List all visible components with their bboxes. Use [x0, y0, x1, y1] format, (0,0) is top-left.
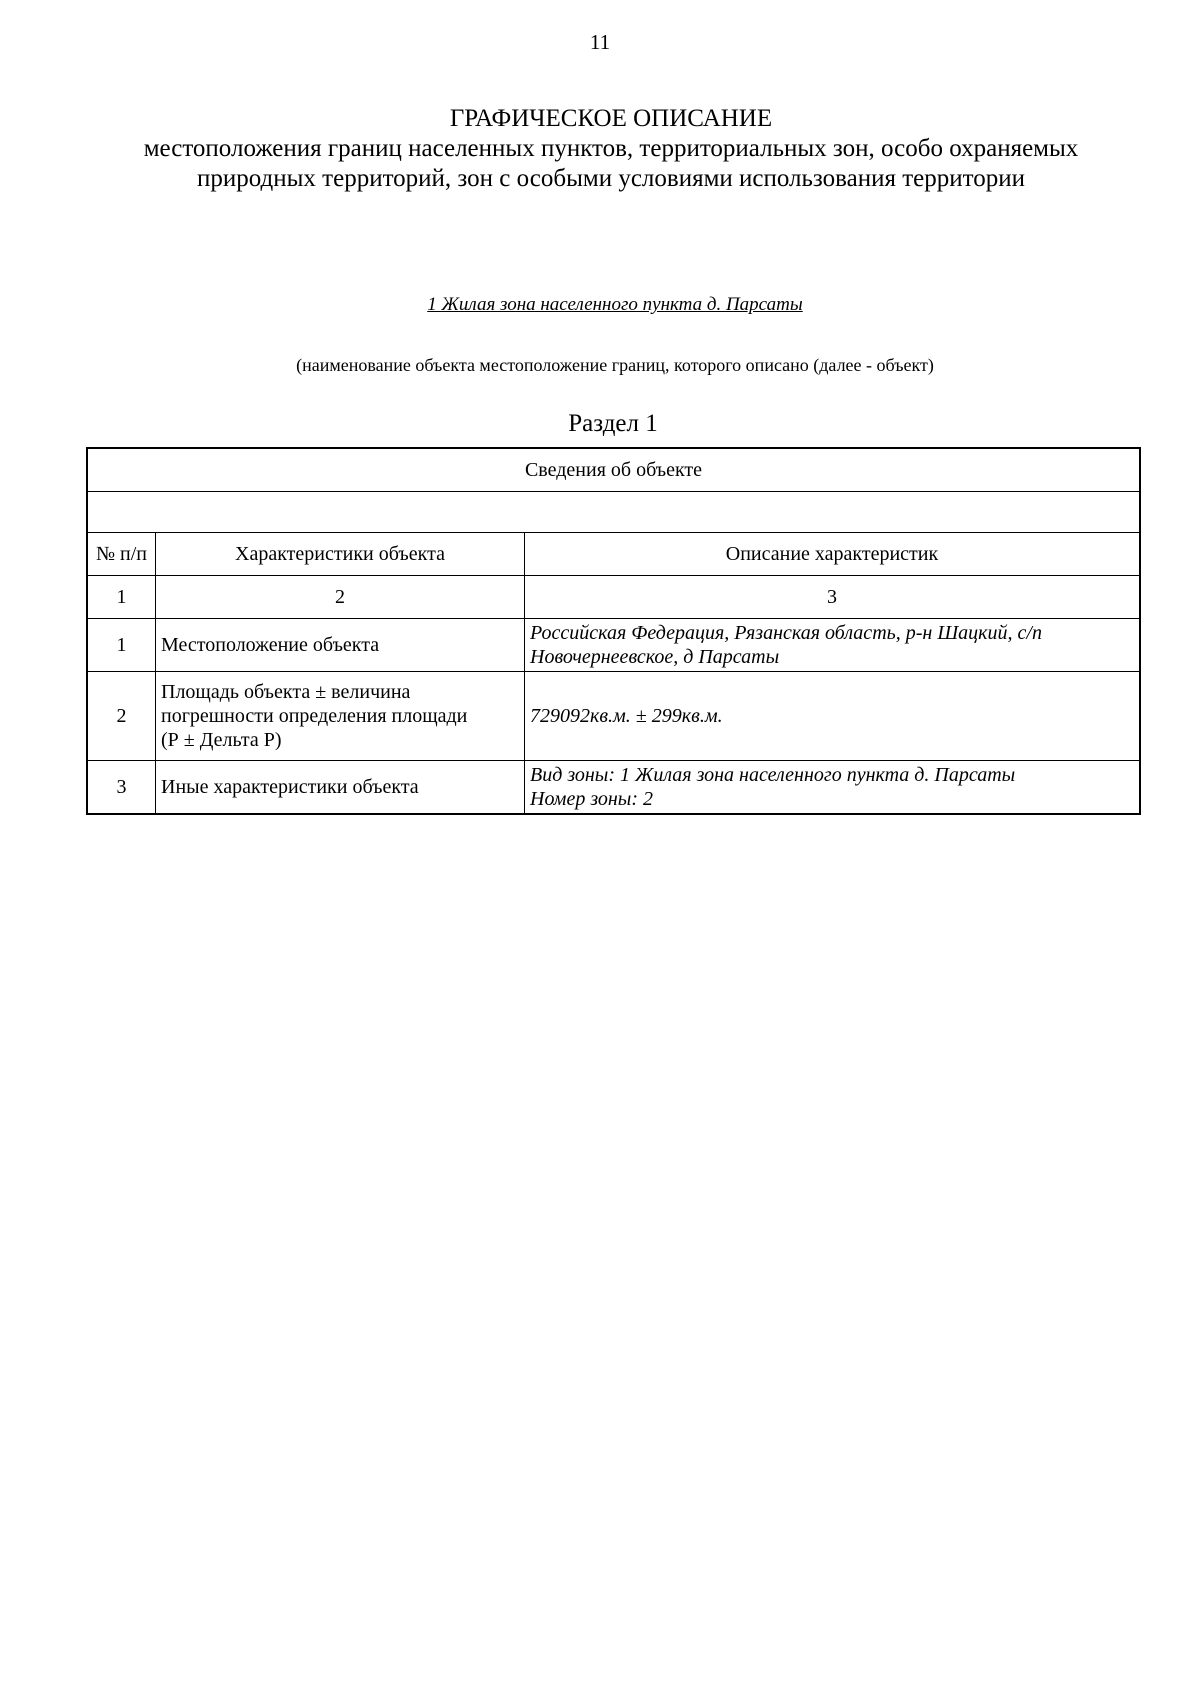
table-heading: Сведения об объекте — [87, 448, 1140, 492]
row-characteristic: Местоположение объекта — [156, 619, 525, 672]
col-header-characteristic: Характеристики объекта — [156, 533, 525, 576]
characteristic-line: (Р ± Дельта Р) — [161, 729, 282, 751]
description-line: Вид зоны: 1 Жилая зона населенного пункта д. Парсаты — [530, 764, 1016, 786]
table-heading-row — [87, 448, 1140, 492]
description-line: Российская Федерация, Рязанская область, р-н Шацкий, с/п — [530, 622, 1042, 644]
description-line: Новочернеевское, д Парсаты — [530, 646, 780, 668]
row-number: 3 — [87, 761, 156, 815]
row-characteristic: Иные характеристики объекта — [156, 761, 525, 815]
characteristic-line: погрешности определения площади — [161, 705, 468, 727]
title-main: ГРАФИЧЕСКОЕ ОПИСАНИЕ — [449, 105, 773, 132]
page-number: 11 — [589, 30, 611, 54]
section-title: Раздел 1 — [568, 410, 658, 437]
table-row — [87, 761, 1140, 815]
description-line: Номер зоны: 2 — [530, 788, 653, 810]
object-name-text: 1 Жилая зона населенного пункта д. Парсаты — [427, 294, 803, 315]
characteristic-line: Площадь объекта ± величина — [161, 681, 411, 703]
table-empty-row — [87, 492, 1140, 533]
object-info-table — [86, 447, 1141, 815]
col-header-description: Описание характеристик — [525, 533, 1141, 576]
table-row — [87, 672, 1140, 761]
row-description — [525, 761, 1141, 815]
col-number-1: 1 — [87, 576, 156, 619]
col-number-2: 2 — [156, 576, 525, 619]
row-characteristic — [156, 672, 525, 761]
col-header-number: № п/п — [87, 533, 156, 576]
row-number: 2 — [87, 672, 156, 761]
table-row — [87, 619, 1140, 672]
object-name — [0, 294, 1200, 316]
title-subtitle: местоположения границ населенных пунктов, территориальных зон, особо охраняемых природных территорий, зон с особыми условиями использования территории — [143, 135, 1079, 192]
row-description — [525, 619, 1141, 672]
row-number: 1 — [87, 619, 156, 672]
description-line: 729092кв.м. ± 299кв.м. — [530, 705, 723, 727]
col-number-3: 3 — [525, 576, 1141, 619]
table-column-numbers-row — [87, 576, 1140, 619]
object-caption: (наименование объекта местоположение границ, которого описано (далее - объект) — [296, 355, 934, 375]
document-title — [100, 104, 1122, 194]
table-empty-cell — [87, 492, 1140, 533]
table-header-row — [87, 533, 1140, 576]
row-description — [525, 672, 1141, 761]
